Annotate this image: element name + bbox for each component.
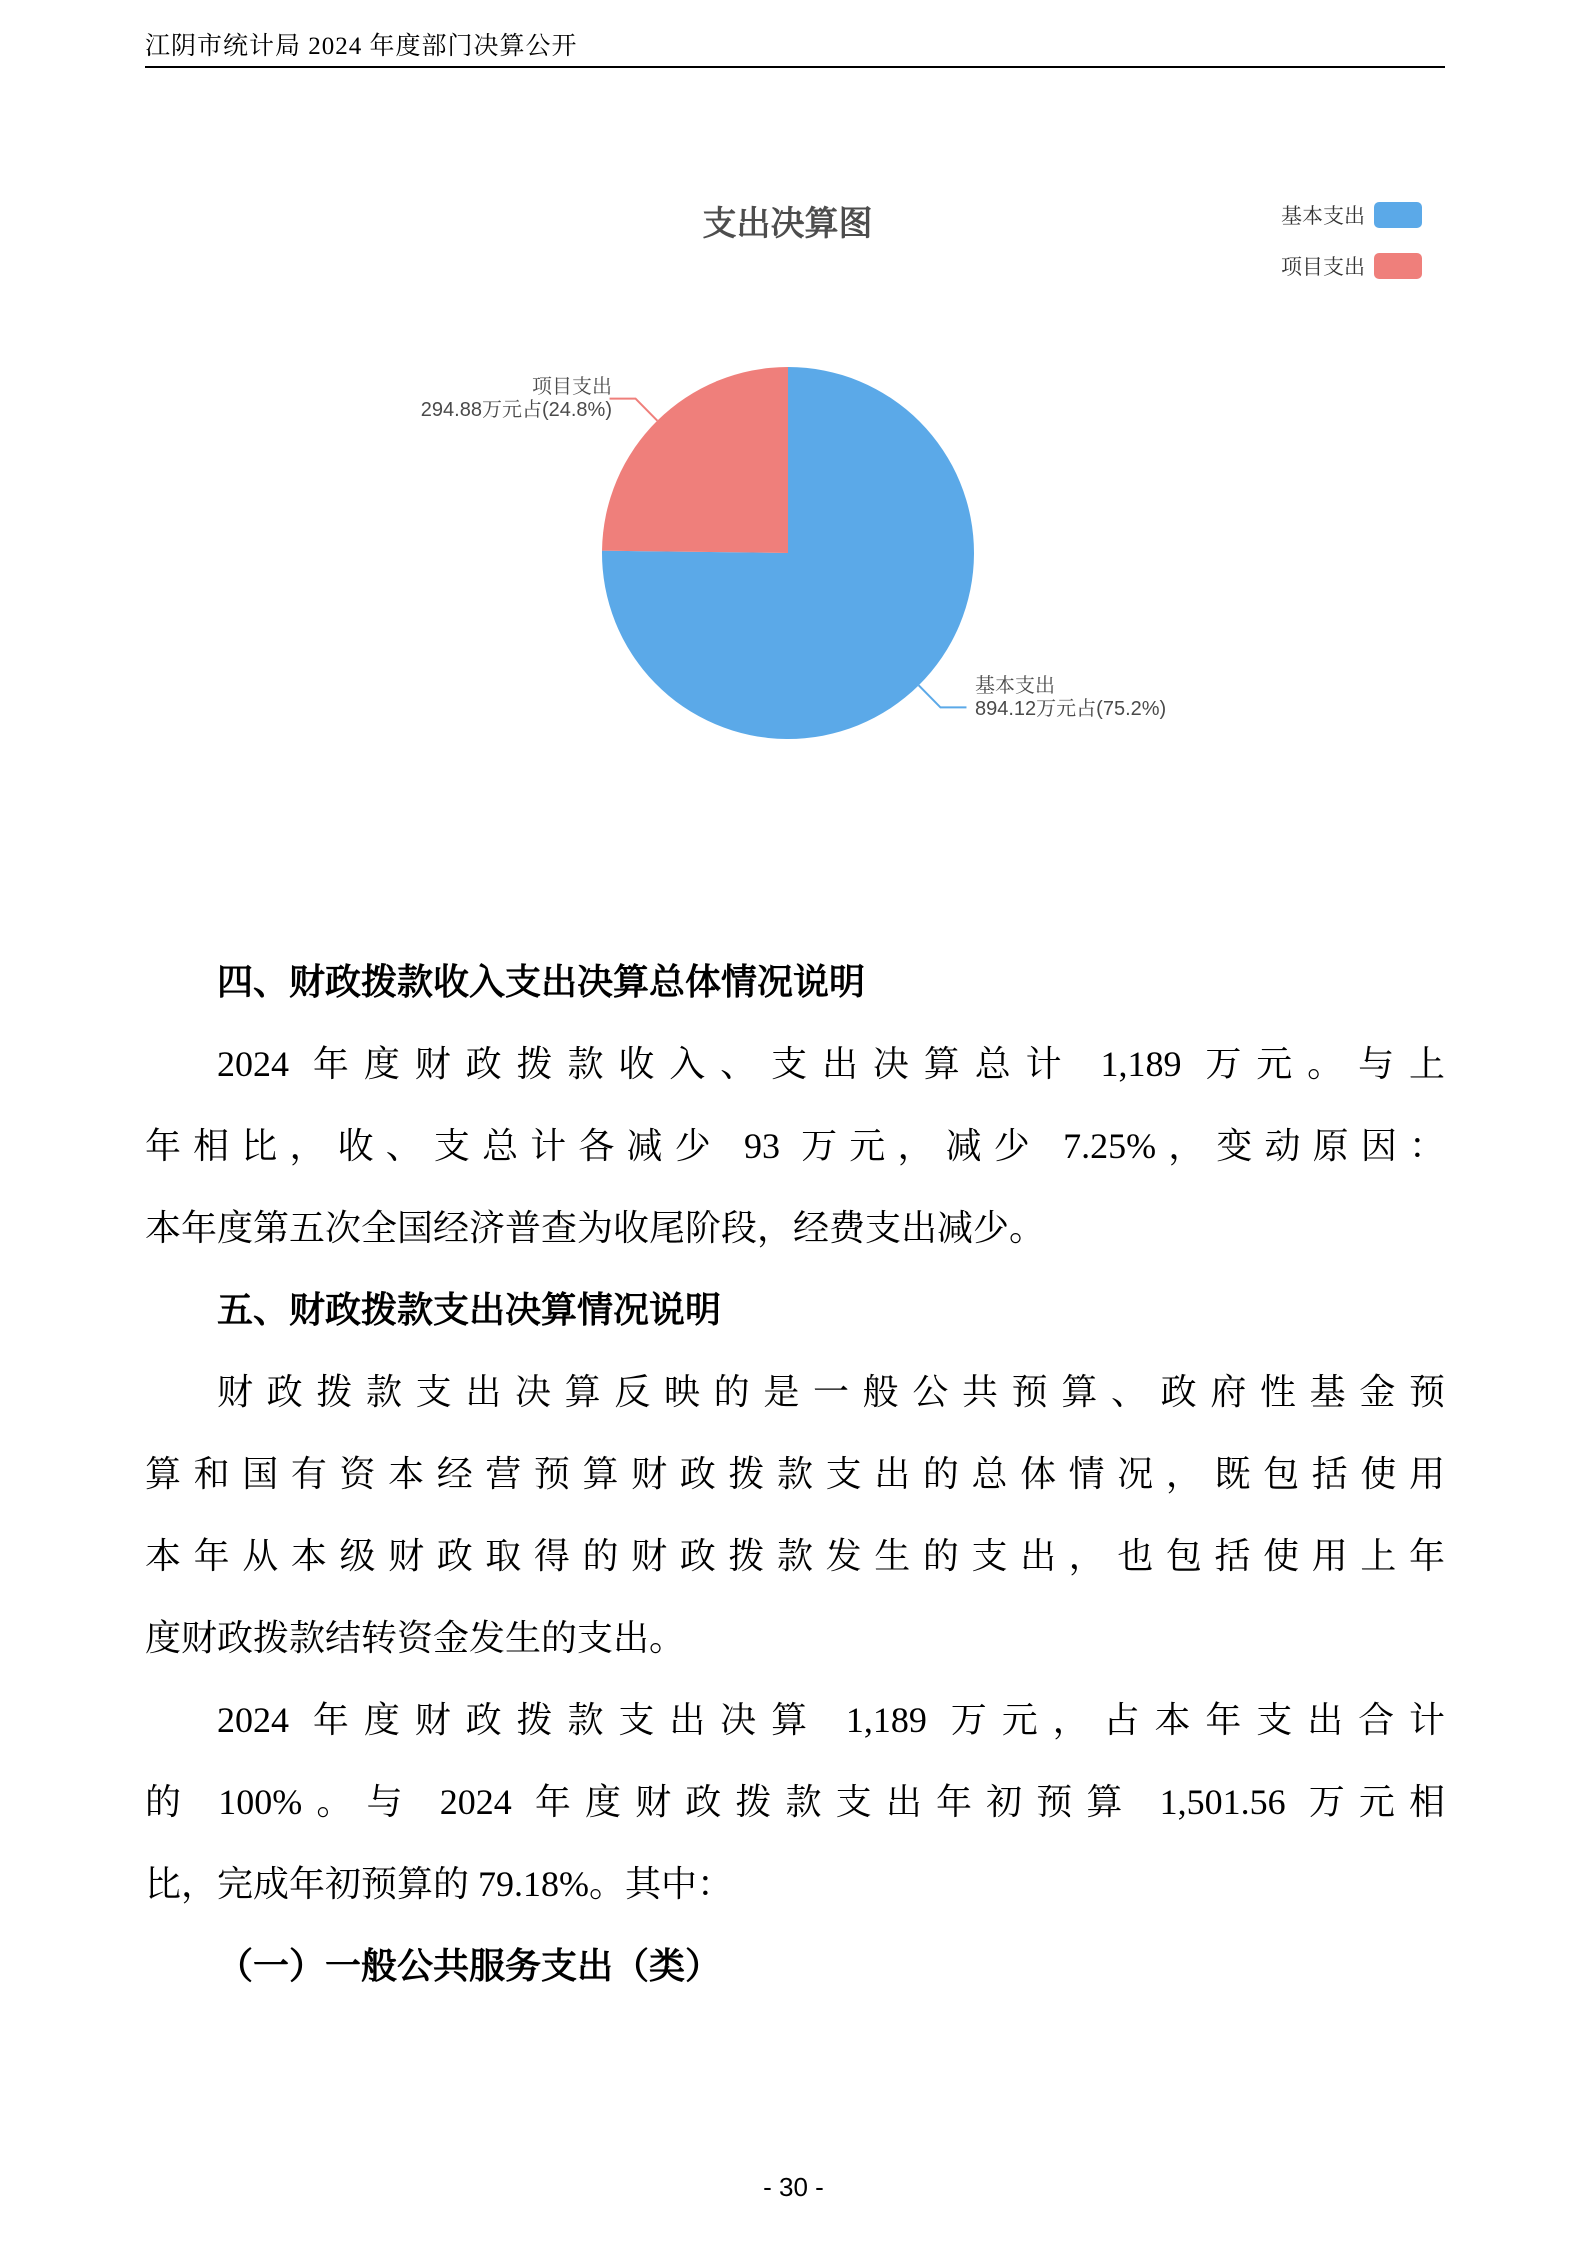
header-divider [145,66,1445,68]
body-line: 本年从本级财政取得的财政拨款发生的支出，也包括使用上年 [145,1536,1445,1576]
body-line: 的 100%。与 2024 年度财政拨款支出年初预算 1,501.56 万元相 [145,1782,1445,1822]
body-line: 年相比，收、支总计各减少 93 万元，减少 7.25%，变动原因： [145,1126,1445,1166]
chart-title: 支出决算图 [702,205,873,243]
expenditure-pie-chart [0,130,1587,790]
pie-label-project-value: 294.88万元占(24.8%) [420,399,612,421]
body-line: 四、财政拨款收入支出决算总体情况说明 [217,962,866,1002]
body-line: 2024 年度财政拨款收入、支出决算总计 1,189 万元。与上 [217,1044,1445,1084]
body-line: 本年度第五次全国经济普查为收尾阶段，经费支出减少。 [145,1208,1046,1248]
document-body [145,941,1445,2007]
body-line: 度财政拨款结转资金发生的支出。 [145,1618,686,1658]
pie-slice [602,367,788,553]
pie-leader-line [919,685,967,707]
legend-label: 项目支出 [1281,256,1365,279]
pie-label-basic-value: 894.12万元占(75.2%) [975,698,1167,720]
pie-leader-line [610,399,658,421]
body-line: 2024 年度财政拨款支出决算 1,189 万元，占本年支出合计 [217,1700,1445,1740]
page-header-title: 江阴市统计局 2024 年度部门决算公开 [145,33,578,60]
body-line: 五、财政拨款支出决算情况说明 [217,1290,722,1330]
body-line: （一）一般公共服务支出（类） [217,1946,722,1986]
body-line: 算和国有资本经营预算财政拨款支出的总体情况，既包括使用 [145,1454,1445,1494]
pie-label-project-name: 项目支出 [532,376,612,398]
pie-label-basic-expenditure [975,675,1295,721]
body-line: 财政拨款支出决算反映的是一般公共预算、政府性基金预 [217,1372,1445,1412]
pie-label-basic-name: 基本支出 [975,675,1055,697]
page-number: - 30 - [763,2172,824,2202]
pie-label-project-expenditure [332,376,612,422]
body-line: 比，完成年初预算的 79.18%。其中： [145,1864,733,1904]
pie-chart-svg [0,130,1587,790]
legend-label: 基本支出 [1281,205,1365,228]
